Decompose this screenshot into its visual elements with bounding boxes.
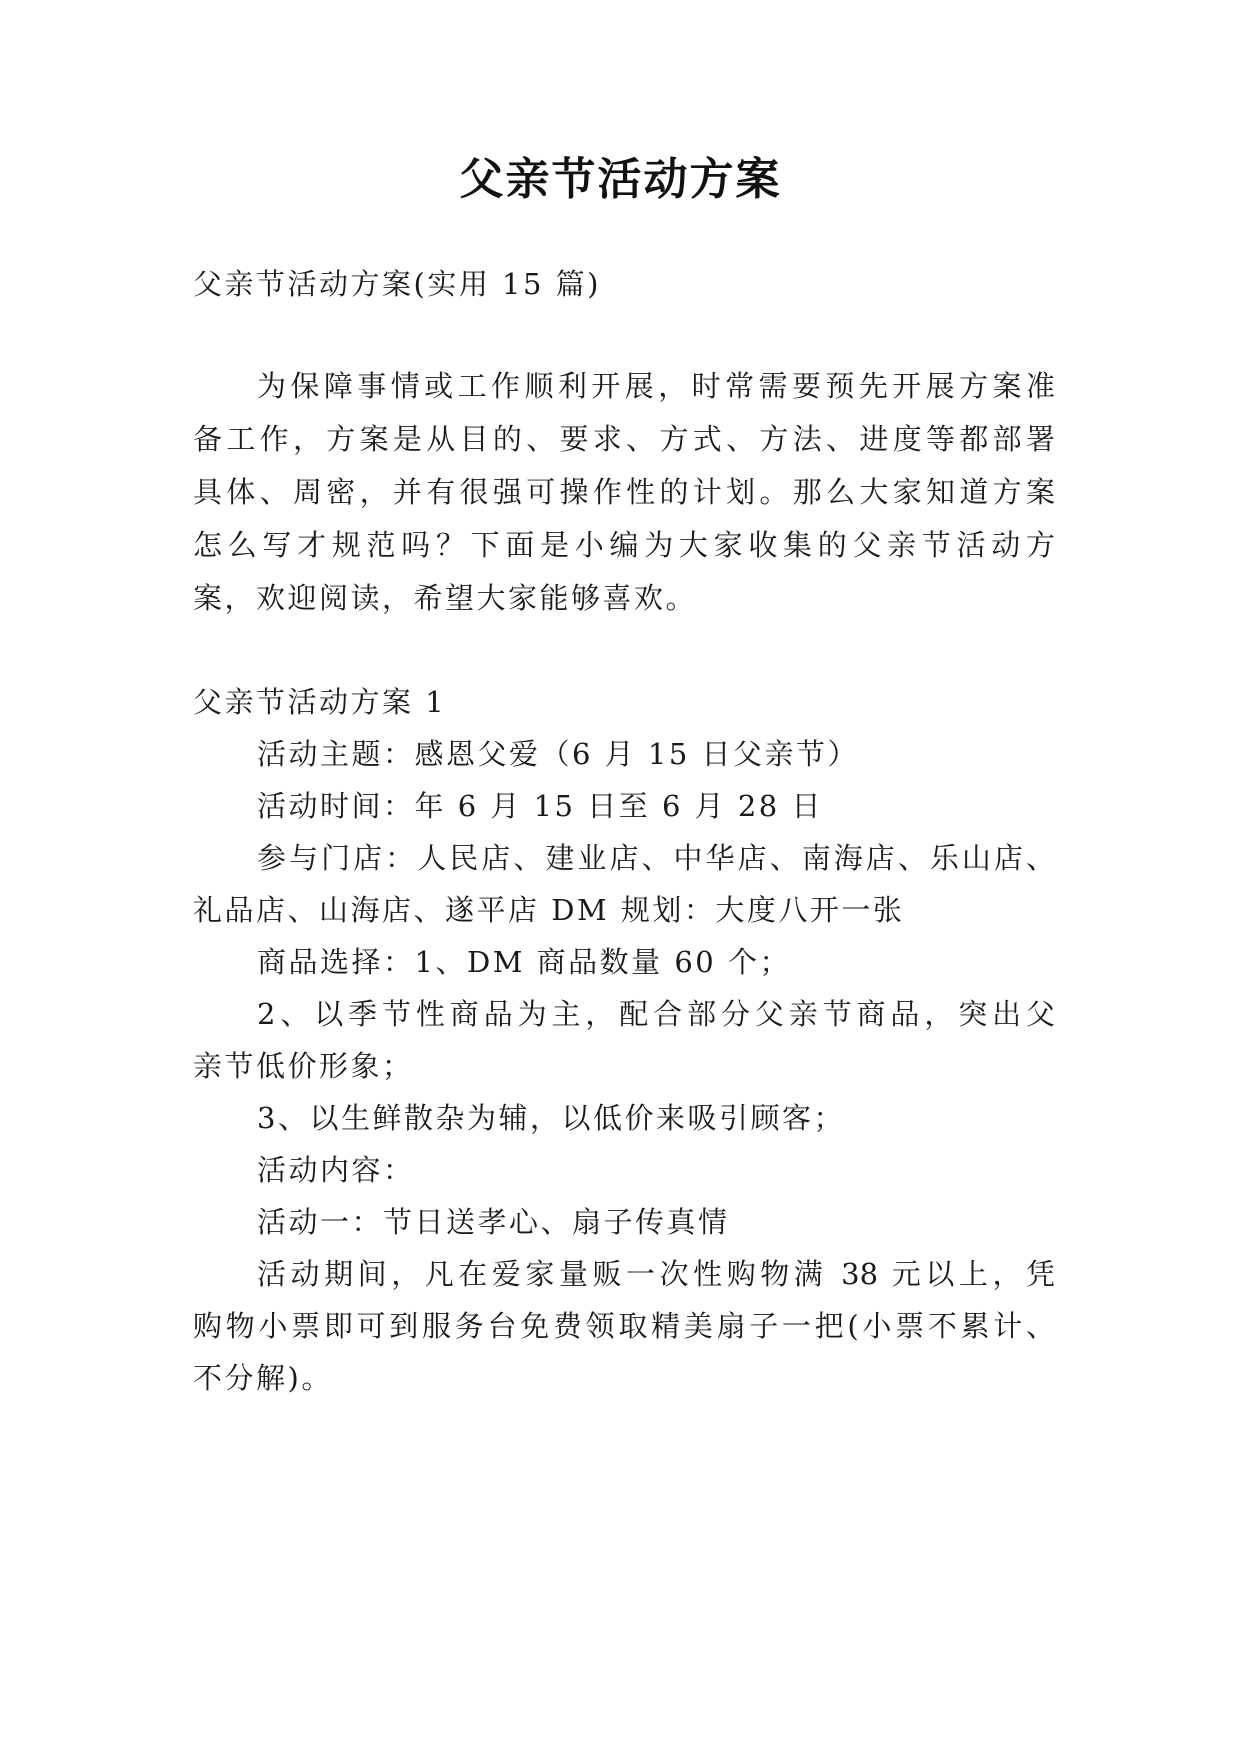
section-line: 活动主题：感恩父爱（6 月 15 日父亲节） [257,737,860,771]
section-line: 活动内容： [257,1153,415,1187]
section-line: 亲节低价形象； [193,1049,414,1083]
document-subtitle: 父亲节活动方案(实用 15 篇) [193,267,601,301]
intro-line: 为保障事情或工作顺利开展，时常需要预先开展方案准 [257,369,1055,403]
section-line: 3、以生鲜散杂为辅，以低价来吸引顾客； [257,1101,845,1135]
section-line: 参与门店：人民店、建业店、中华店、南海店、乐山店、 [257,841,1055,875]
section-line: 不分解)。 [193,1361,333,1395]
intro-line: 备工作，方案是从目的、要求、方式、方法、进度等都部署 [193,422,1055,456]
section-heading: 父亲节活动方案 1 [193,685,447,719]
section-line: 购物小票即可到服务台免费领取精美扇子一把(小票不累计、 [193,1309,1055,1343]
intro-line: 具体、周密，并有很强可操作性的计划。那么大家知道方案 [193,475,1055,509]
intro-line: 怎么写才规范吗？下面是小编为大家收集的父亲节活动方 [193,528,1055,562]
section-line: 礼品店、山海店、遂平店 DM 规划：大度八开一张 [193,893,905,927]
section-line: 活动时间：年 6 月 15 日至 6 月 28 日 [257,789,823,823]
section-line: 活动期间，凡在爱家量贩一次性购物满 38 元以上，凭 [257,1257,1055,1291]
document-title: 父亲节活动方案 [459,154,782,205]
section-line: 商品选择：1、DM 商品数量 60 个； [257,945,791,979]
section-line: 2、以季节性商品为主，配合部分父亲节商品，突出父 [257,997,1055,1031]
section-line: 活动一：节日送孝心、扇子传真情 [257,1205,730,1239]
intro-line: 案，欢迎阅读，希望大家能够喜欢。 [193,581,698,615]
